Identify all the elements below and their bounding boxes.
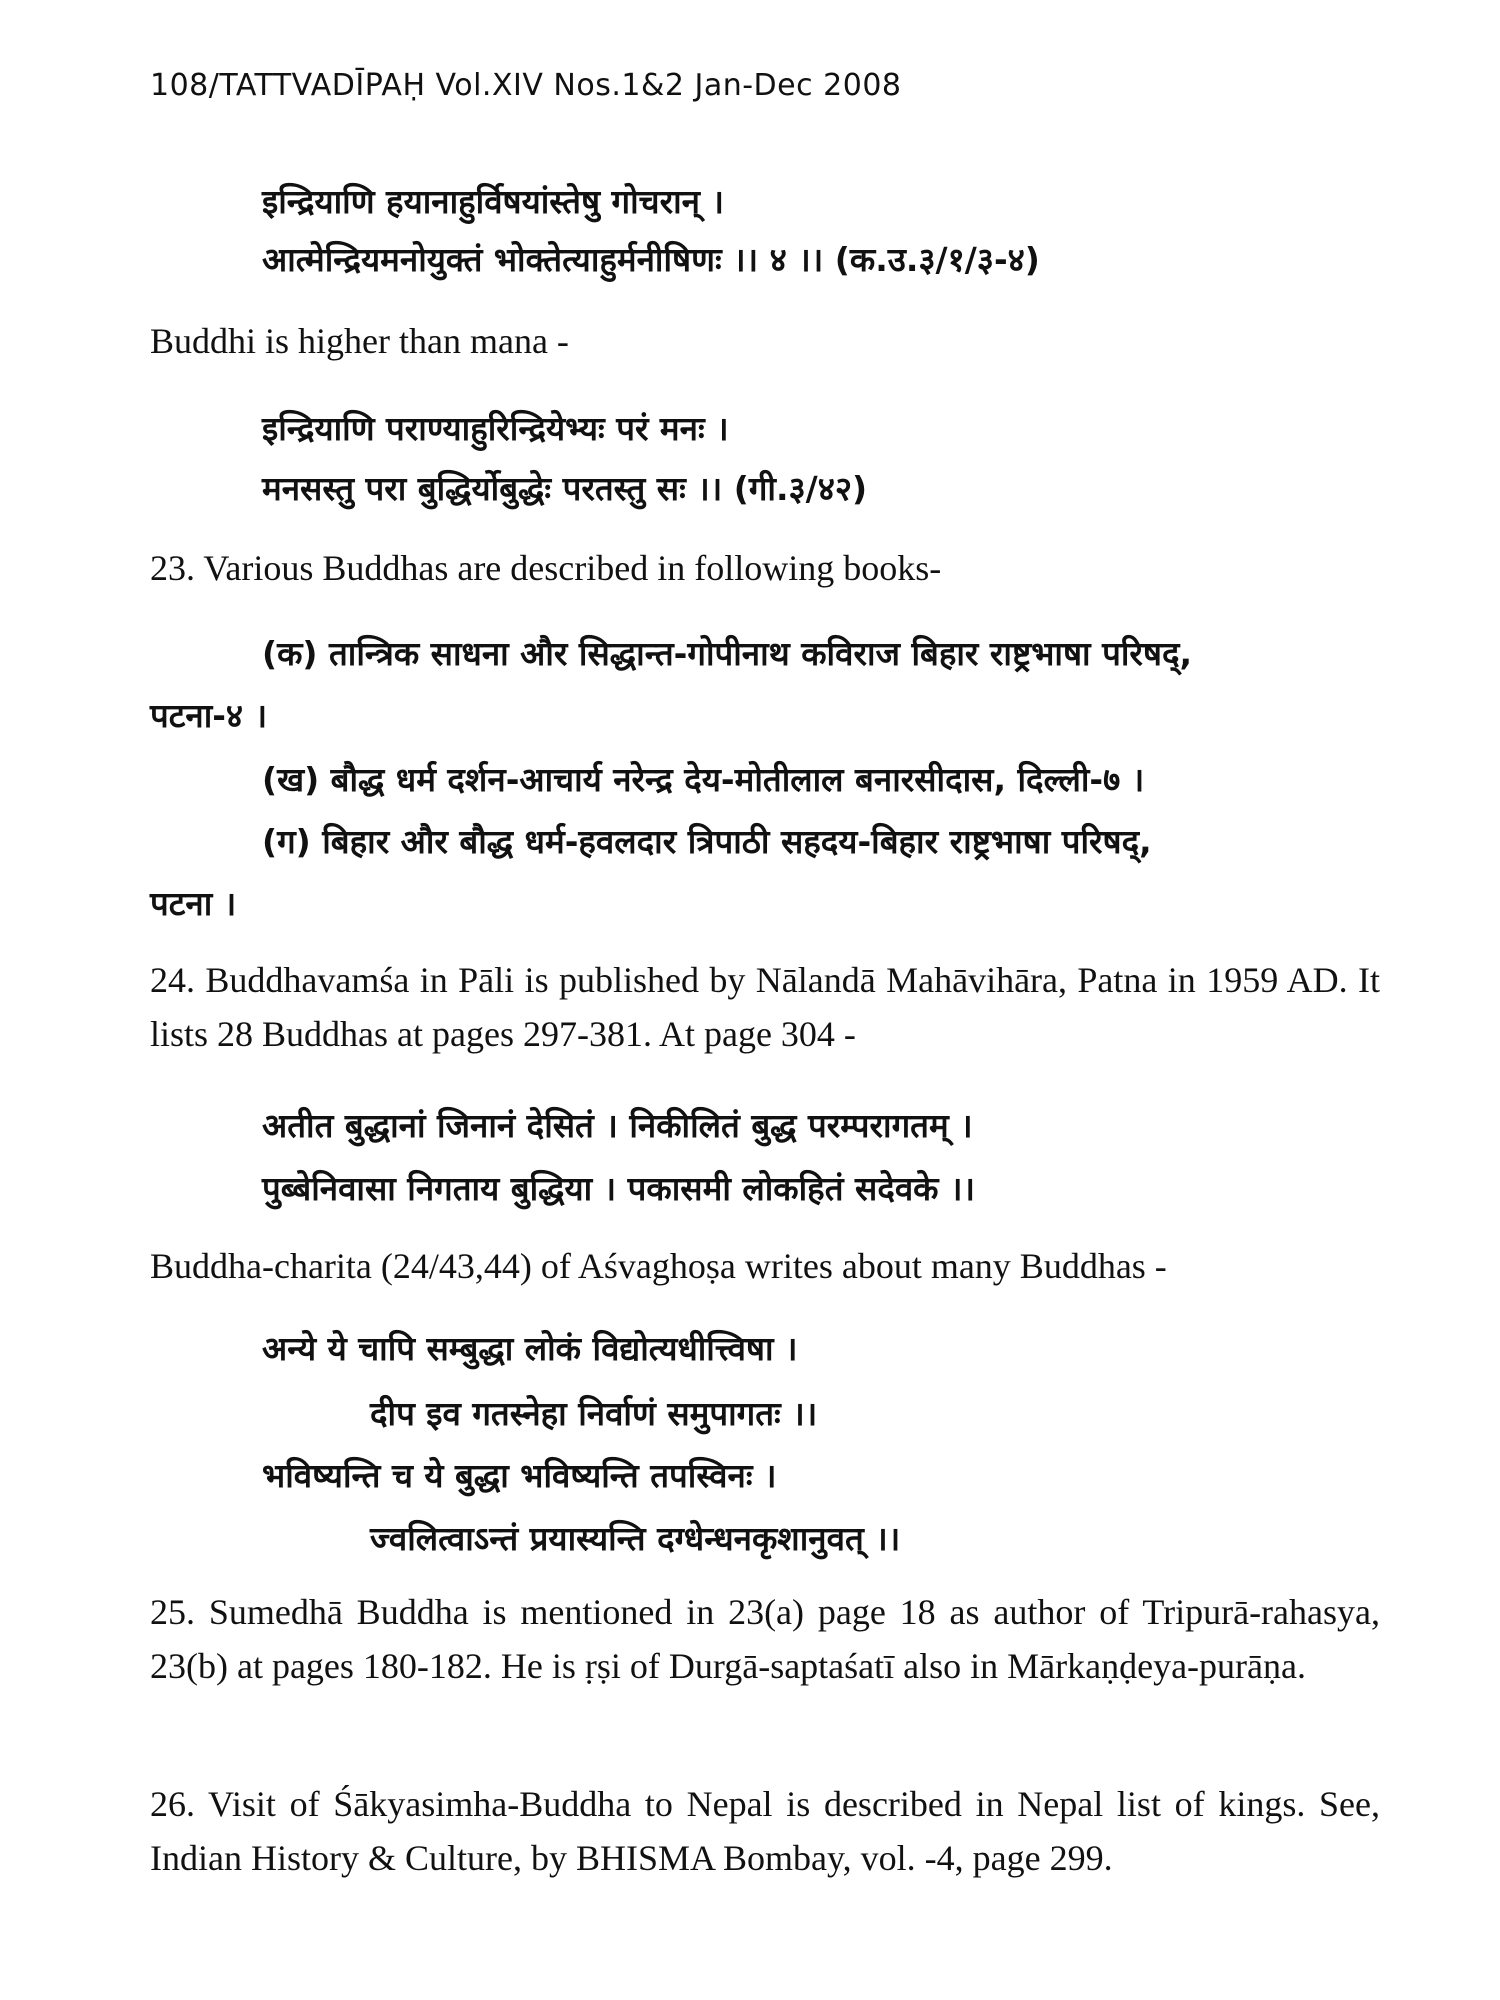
note-23-heading: 23. Various Buddhas are described in following books- — [150, 548, 942, 588]
note-24-verse-line1: अतीत बुद्धानां जिनानं देसितं । निकीलितं बुद्ध परम्परागतम् । — [262, 1106, 973, 1145]
note-23-c-line1: (ग) बिहार और बौद्ध धर्म-हवलदार त्रिपाठी सहदय-बिहार राष्ट्रभाषा परिषद्, — [262, 822, 1152, 861]
note-24-paragraph: 24. Buddhavamśa in Pāli is published by Nālandā Mahāvihāra, Patna in 1959 AD. It lists 28 Buddhas at pages 297-381. At page 304 - — [150, 960, 1380, 1054]
note-23-a-line2: पटना-४ । — [150, 696, 268, 735]
verse1-line1: इन्द्रियाणि हयानाहुर्विषयांस्तेषु गोचरान् । — [262, 182, 724, 221]
note-24-verse-line2: पुब्बेनिवासा निगताय बुद्धिया । पकासमी लोकहितं सदेवके ।। — [262, 1169, 976, 1208]
note-23-c-line2: पटना । — [150, 884, 237, 923]
running-header: 108/TATTVADĪPAḤ Vol.XIV Nos.1&2 Jan-Dec 2008 — [150, 68, 902, 103]
note-23-a-line1: (क) तान्त्रिक साधना और सिद्धान्त-गोपीनाथ कविराज बिहार राष्ट्रभाषा परिषद्, — [262, 634, 1193, 673]
verse2-line1: इन्द्रियाणि पराण्याहुरिन्द्रियेभ्यः परं मनः । — [262, 409, 729, 448]
verse1-line2: आत्मेन्द्रियमनोयुक्तं भोक्तेत्याहुर्मनीषिणः ।। ४ ।। (क.उ.३/१/३-४) — [262, 240, 1040, 279]
note-23-b-line: (ख) बौद्ध धर्म दर्शन-आचार्य नरेन्द्र देय-मोतीलाल बनारसीदास, दिल्ली-७ । — [262, 760, 1145, 799]
note-25-paragraph: 25. Sumedhā Buddha is mentioned in 23(a) page 18 as author of Tripurā-rahasya, 23(b) at pages 180-182. He is ṛṣi of Durgā-saptaśatī also in Mārkaṇḍeya-purāṇa. — [150, 1592, 1380, 1686]
note-26-paragraph: 26. Visit of Śākyasimha-Buddha to Nepal is described in Nepal list of kings. See, Indian History & Culture, by BHISMA Bombay, vol. -4, page 299. — [150, 1784, 1380, 1878]
text-buddhi-higher: Buddhi is higher than mana - — [150, 321, 569, 361]
charita-intro: Buddha-charita (24/43,44) of Aśvaghoṣa writes about many Buddhas - — [150, 1246, 1167, 1286]
charita-verse-line4: ज्वलित्वाऽन्तं प्रयास्यन्ति दग्धेन्धनकृशानुवत् ।। — [370, 1519, 901, 1558]
charita-verse-line2: दीप इव गतस्नेहा निर्वाणं समुपागतः ।। — [370, 1394, 818, 1433]
verse2-line2: मनसस्तु परा बुद्धिर्योबुद्धेः परतस्तु सः ।। (गी.३/४२) — [262, 469, 868, 508]
charita-verse-line3: भविष्यन्ति च ये बुद्धा भविष्यन्ति तपस्विनः । — [262, 1456, 777, 1495]
charita-verse-line1: अन्ये ये चापि सम्बुद्धा लोकं विद्योत्यधीत्त्विषा । — [262, 1329, 798, 1368]
